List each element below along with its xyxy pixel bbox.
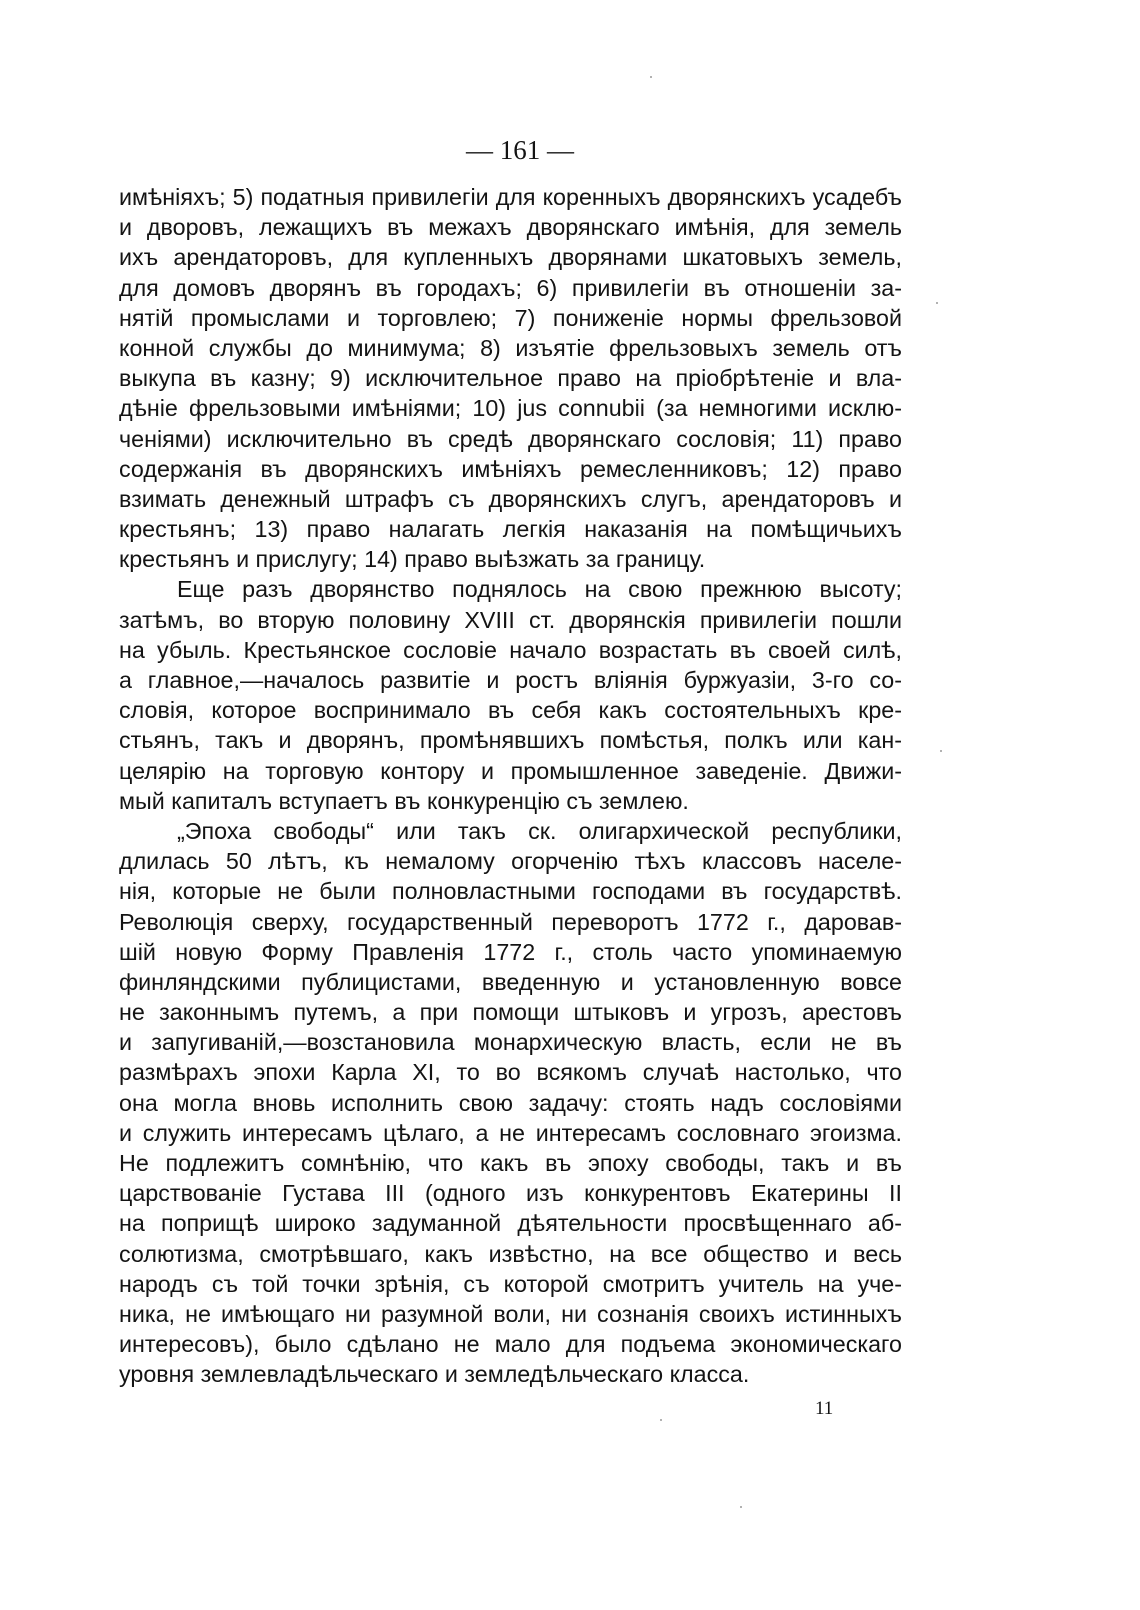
text-line: ихъ арендаторовъ, для купленныхъ дворянами шкатовыхъ земель,: [119, 244, 902, 271]
text-line: затѣмъ, во вторую половину XVIII ст. дворянскія привилегіи пошли: [119, 606, 902, 633]
text-line: Революція сверху, государственный переворотъ 1772 г., даровав-: [119, 908, 902, 935]
text-line: „Эпоха свободы“ или такъ ск. олигархической республики,: [177, 817, 902, 844]
text-line: уровня землевладѣльческаго и земледѣльческаго класса.: [119, 1361, 750, 1388]
text-line: не законнымъ путемъ, а при помощи штыковъ и угрозъ, арестовъ: [119, 999, 902, 1026]
text-line: народъ съ той точки зрѣнія, съ которой смотритъ учитель на уче-: [119, 1270, 902, 1297]
text-line: Не подлежитъ сомнѣнію, что какъ въ эпоху свободы, такъ и въ: [119, 1150, 902, 1176]
text-line: содержанія въ дворянскихъ имѣніяхъ ремесленниковъ; 12) право: [119, 455, 902, 482]
text-line: на поприщѣ широко задуманной дѣятельности просвѣщеннаго аб-: [119, 1210, 902, 1237]
text-line: длилась 50 лѣтъ, къ немалому огорченію тѣхъ классовъ населе-: [119, 848, 902, 875]
signature-mark: 11: [815, 1398, 834, 1419]
text-line: дѣніе фрельзовыми имѣніями; 10) jus connubii (за немногими исклю-: [119, 395, 902, 422]
text-line: солютизма, смотрѣвшаго, какъ извѣстно, на все общество и весь: [119, 1240, 902, 1267]
scan-speck: [740, 1506, 742, 1508]
text-line: а главное,—началось развитіе и ростъ вліянія буржуазіи, 3-го со-: [119, 667, 902, 693]
text-line: царствованіе Густава III (одного изъ конкурентовъ Екатерины II: [119, 1180, 902, 1207]
text-line: для домовъ дворянъ въ городахъ; 6) привилегіи въ отношеніи за-: [119, 274, 902, 301]
text-line: ника, не имѣющаго ни разумной воли, ни сознанія своихъ истинныхъ: [119, 1300, 902, 1327]
text-line: она могла вновь исполнить свою задачу: стоять надъ сословіями: [119, 1089, 902, 1116]
text-line: ченіями) исключительно въ средѣ дворянскаго сословія; 11) право: [119, 425, 902, 452]
text-line: мый капиталъ вступаетъ въ конкуренцію съ землею.: [119, 787, 689, 814]
body-text: [119, 182, 902, 1390]
text-line: крестьянъ и прислугу; 14) право выѣзжать за границу.: [119, 546, 706, 573]
text-line: Еще разъ дворянство поднялось на свою прежнюю высоту;: [177, 576, 902, 603]
text-line: крестьянъ; 13) право налагать легкія наказанія на помѣщичьихъ: [119, 516, 902, 543]
scan-speck: [650, 76, 652, 78]
text-line: целярію на торговую контору и промышленное заведеніе. Движи-: [119, 757, 902, 784]
scan-speck: [940, 750, 942, 752]
text-line: финляндскими публицистами, введенную и установленную вовсе: [119, 968, 902, 995]
text-line: и дворовъ, лежащихъ въ межахъ дворянскаго имѣнія, для земель: [119, 214, 902, 241]
text-line: нятій промыслами и торговлею; 7) пониженіе нормы фрельзовой: [119, 304, 902, 331]
scan-speck: [936, 302, 938, 304]
text-line: на убыль. Крестьянское сословіе начало возрастать въ своей силѣ,: [119, 636, 902, 663]
page-number-header: — 161 —: [466, 135, 574, 165]
text-line: и служить интересамъ цѣлаго, а не интересамъ сословнаго эгоизма.: [119, 1119, 902, 1146]
text-line: взимать денежный штрафъ съ дворянскихъ слугъ, арендаторовъ и: [119, 485, 902, 512]
text-line: стьянъ, такъ и дворянъ, промѣнявшихъ помѣстья, полкъ или кан-: [119, 727, 902, 754]
text-line: имѣніяхъ; 5) податныя привилегіи для коренныхъ дворянскихъ усадебъ: [119, 184, 902, 210]
text-line: словія, которое воспринимало въ себя какъ состоятельныхъ кре-: [119, 697, 902, 724]
text-line: и запугиваній,—возстановила монархическую власть, если не въ: [119, 1029, 902, 1056]
text-line: размѣрахъ эпохи Карла XI, то во всякомъ случаѣ настолько, что: [119, 1059, 902, 1086]
text-line: выкупа въ казну; 9) исключительное право на пріобрѣтеніе и вла-: [119, 365, 902, 392]
text-line: конной службы до минимума; 8) изъятіе фрельзовыхъ земель отъ: [119, 334, 902, 361]
scan-speck: [660, 1419, 662, 1421]
text-line: шій новую Форму Правленія 1772 г., столь часто упоминаемую: [119, 938, 902, 965]
text-line: нія, которые не были полновластными господами въ государствѣ.: [119, 878, 902, 905]
text-line: интересовъ), было сдѣлано не мало для подъема экономическаго: [119, 1331, 902, 1358]
